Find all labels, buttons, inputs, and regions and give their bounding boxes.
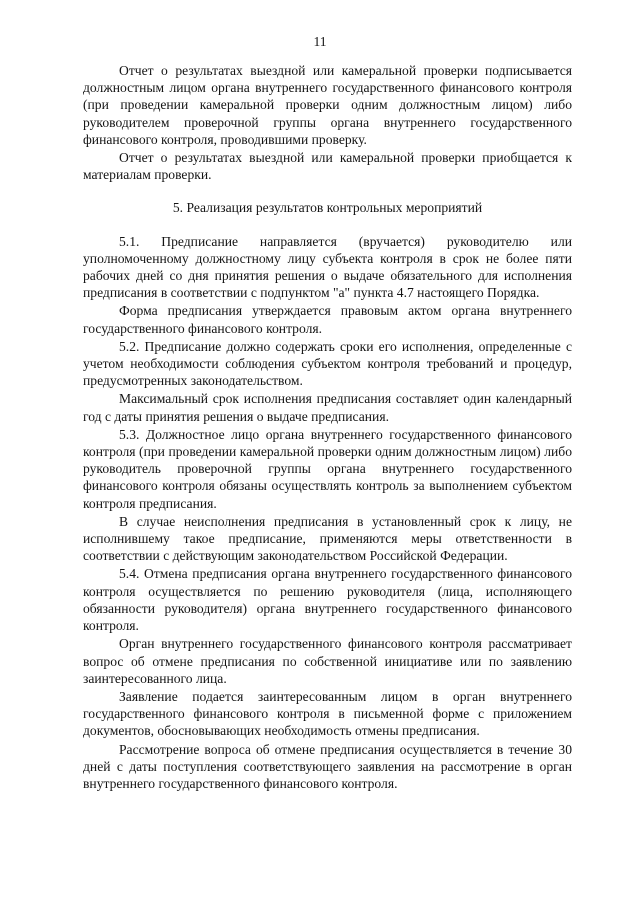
section-heading: 5. Реализация результатов контрольных мероприятий xyxy=(172,200,483,216)
paragraph-max-term: Максимальный срок исполнения предписания составляет один календарный год с даты принятия решения о выдаче предписания. xyxy=(83,391,572,424)
paragraph-review-term: Рассмотрение вопроса об отмене предписания осуществляется в течение 30 дней с даты поступления соответствующего заявления на рассмотрение в орган внутреннего государственного финансового контроля. xyxy=(83,741,572,791)
page-number: 11 xyxy=(313,34,327,49)
paragraph-report-signing: Отчет о результатах выездной или камеральной проверки подписывается должностным лицом органа внутреннего государственного финансового контроля (при проведении камеральной проверки одним должностным лицом) либо руководителем проверочной группы органа внутреннего государственного финансового контроля, проводившими проверку. xyxy=(83,63,572,147)
paragraph-application: Заявление подается заинтересованным лицом в орган внутреннего государственного финансового контроля в письменной форме с приложением документов, обосновывающих необходимость отмены предписания. xyxy=(83,688,572,739)
paragraph-report-attachment: Отчет о результатах выездной или камеральной проверки приобщается к материалам проверки. xyxy=(83,150,572,183)
paragraph-prescription-form: Форма предписания утверждается правовым актом органа внутреннего государственного финансового контроля. xyxy=(83,303,572,336)
paragraph-5-2: 5.2. Предписание должно содержать сроки его исполнения, определенные с учетом необходимости соблюдения субъектом контроля требований и процедур, предусмотренных законодательством. xyxy=(83,338,572,389)
paragraph-5-1: 5.1. Предписание направляется (вручается) руководителю или уполномоченному должностному лицу субъекта контроля в срок не более пяти рабочих дней со дня принятия решения о выдаче обязательного для исполнения предписания в соответствии с подпунктом "а" пункта 4.7 настоящего Порядка. xyxy=(83,233,572,301)
paragraph-5-4: 5.4. Отмена предписания органа внутреннего государственного финансового контроля осуществляется по решению руководителя (лица, исполняющего обязанности руководителя) органа внутреннего государственного финансового контроля. xyxy=(83,566,572,634)
paragraph-non-execution: В случае неисполнения предписания в установленный срок к лицу, не исполнившему такое предписание, применяются меры ответственности в соответствии с действующим законодательством Российской Федерации. xyxy=(83,513,572,564)
paragraph-initiative: Орган внутреннего государственного финансового контроля рассматривает вопрос об отмене предписания по собственной инициативе или по заявлению заинтересованного лица. xyxy=(83,636,572,686)
document-body xyxy=(83,62,572,792)
paragraph-5-3: 5.3. Должностное лицо органа внутреннего государственного финансового контроля (при проведении камеральной проверки одним должностным лицом) либо руководитель проверочной группы органа внутреннего государственного финансового контроля обязаны осуществлять контроль за выполнением субъектом контроля предписания. xyxy=(83,426,572,511)
